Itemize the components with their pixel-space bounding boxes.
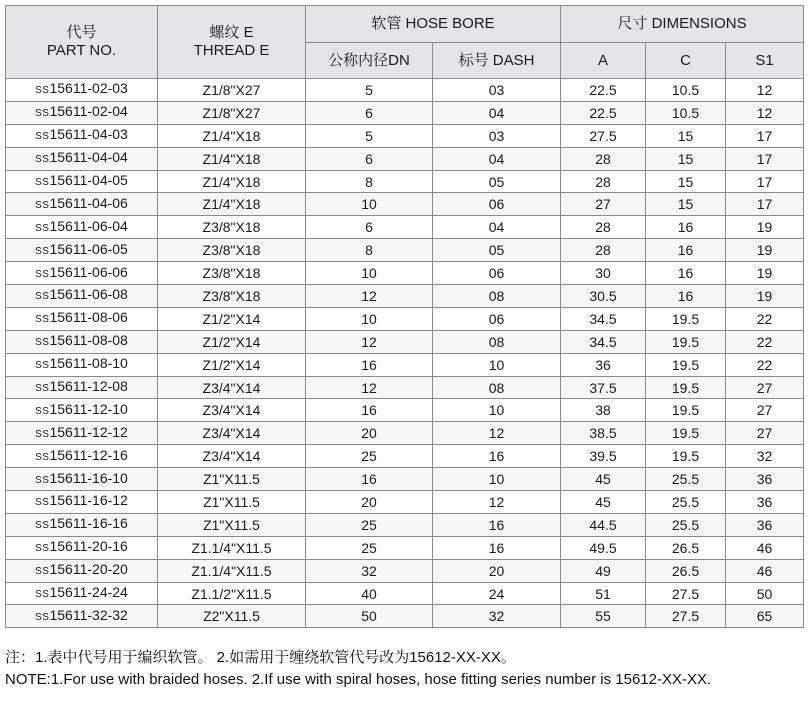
part-number: 15611-32-32 [49, 606, 128, 623]
cell-dn: 40 [306, 582, 433, 605]
cell-thread: Z1/4"X18 [158, 147, 306, 170]
cell-dash: 03 [433, 79, 561, 102]
part-prefix: SS [35, 199, 50, 211]
cell-part-no [6, 536, 158, 559]
cell-c: 19.5 [646, 307, 726, 330]
cell-a: 36 [561, 353, 646, 376]
cell-a: 37.5 [561, 376, 646, 399]
header-hose-bore: 软管 HOSE BORE [306, 6, 561, 43]
header-thread-en: THREAD E [193, 42, 270, 59]
cell-a: 34.5 [561, 307, 646, 330]
cell-dash: 10 [433, 353, 561, 376]
part-prefix: SS [35, 85, 50, 97]
part-prefix: SS [35, 108, 50, 120]
cell-thread: Z1/8"X27 [158, 79, 306, 102]
part-prefix: SS [35, 497, 50, 509]
cell-thread: Z1/2"X14 [158, 330, 306, 353]
table-row [6, 422, 804, 445]
cell-thread: Z3/4"X14 [158, 445, 306, 468]
cell-thread: Z3/8"X18 [158, 239, 306, 262]
cell-c: 26.5 [646, 536, 726, 559]
cell-c: 26.5 [646, 559, 726, 582]
header-part-no [6, 6, 158, 79]
cell-dash: 10 [433, 468, 561, 491]
cell-s1: 12 [726, 101, 804, 124]
cell-a: 44.5 [561, 513, 646, 536]
cell-part-no [6, 468, 158, 491]
cell-c: 25.5 [646, 491, 726, 514]
cell-part-no [6, 491, 158, 514]
cell-dash: 10 [433, 399, 561, 422]
part-prefix: SS [35, 360, 50, 372]
part-number: 15611-16-12 [49, 492, 128, 509]
header-dn: 公称内径DN [306, 43, 433, 79]
table-body [6, 79, 804, 628]
part-prefix: SS [35, 520, 50, 532]
table-row [6, 582, 804, 605]
table-row [6, 193, 804, 216]
cell-dash: 08 [433, 330, 561, 353]
part-number: 15611-16-16 [49, 515, 128, 532]
cell-part-no [6, 147, 158, 170]
cell-dash: 08 [433, 376, 561, 399]
cell-part-no [6, 124, 158, 147]
part-number: 15611-24-24 [49, 584, 128, 601]
cell-a: 30 [561, 262, 646, 285]
cell-thread: Z1.1/4"X11.5 [158, 559, 306, 582]
cell-dn: 6 [306, 147, 433, 170]
cell-dn: 50 [306, 605, 433, 628]
cell-part-no [6, 445, 158, 468]
cell-part-no [6, 422, 158, 445]
cell-part-no [6, 605, 158, 628]
table-row [6, 445, 804, 468]
part-prefix: SS [35, 474, 50, 486]
cell-c: 16 [646, 239, 726, 262]
cell-c: 16 [646, 285, 726, 308]
cell-dash: 16 [433, 513, 561, 536]
cell-a: 45 [561, 468, 646, 491]
cell-s1: 22 [726, 307, 804, 330]
part-number: 15611-02-03 [49, 80, 128, 97]
cell-part-no [6, 170, 158, 193]
part-number: 15611-06-04 [49, 217, 128, 234]
cell-c: 15 [646, 147, 726, 170]
header-dimensions: 尺寸 DIMENSIONS [561, 6, 804, 43]
cell-part-no [6, 330, 158, 353]
cell-c: 19.5 [646, 422, 726, 445]
cell-s1: 17 [726, 193, 804, 216]
cell-s1: 19 [726, 216, 804, 239]
cell-thread: Z1/8"X27 [158, 101, 306, 124]
table-row [6, 559, 804, 582]
header-part-en: PART NO. [46, 42, 117, 59]
part-number: 15611-06-08 [49, 286, 128, 303]
cell-s1: 50 [726, 582, 804, 605]
header-s1: S1 [726, 43, 804, 79]
part-prefix: SS [35, 451, 50, 463]
cell-a: 49.5 [561, 536, 646, 559]
part-number: 15611-12-16 [49, 446, 128, 463]
part-prefix: SS [35, 245, 50, 257]
cell-part-no [6, 79, 158, 102]
cell-thread: Z3/4"X14 [158, 399, 306, 422]
part-number: 15611-04-06 [49, 194, 128, 211]
cell-s1: 17 [726, 147, 804, 170]
cell-dash: 20 [433, 559, 561, 582]
cell-thread: Z1/4"X18 [158, 124, 306, 147]
cell-part-no [6, 513, 158, 536]
part-prefix: SS [35, 177, 50, 188]
cell-a: 38 [561, 399, 646, 422]
cell-part-no [6, 239, 158, 262]
cell-s1: 36 [726, 513, 804, 536]
cell-part-no [6, 582, 158, 605]
cell-c: 16 [646, 216, 726, 239]
table-row [6, 147, 804, 170]
cell-dn: 5 [306, 79, 433, 102]
cell-dn: 6 [306, 216, 433, 239]
table-row [6, 376, 804, 399]
cell-dash: 05 [433, 170, 561, 193]
cell-s1: 27 [726, 376, 804, 399]
header-thread [158, 6, 306, 79]
cell-dash: 16 [433, 536, 561, 559]
cell-thread: Z1/2"X14 [158, 353, 306, 376]
table-row [6, 605, 804, 628]
cell-s1: 27 [726, 399, 804, 422]
cell-a: 27 [561, 193, 646, 216]
cell-dash: 08 [433, 285, 561, 308]
cell-dash: 12 [433, 491, 561, 514]
cell-part-no [6, 285, 158, 308]
table-row [6, 399, 804, 422]
part-prefix: SS [35, 611, 50, 623]
cell-a: 45 [561, 491, 646, 514]
cell-dn: 10 [306, 193, 433, 216]
table-row [6, 262, 804, 285]
cell-part-no [6, 376, 158, 399]
table-header [6, 6, 804, 79]
cell-dn: 20 [306, 491, 433, 514]
part-prefix: SS [35, 383, 50, 395]
cell-c: 19.5 [646, 399, 726, 422]
hose-fitting-spec-table [5, 5, 804, 628]
cell-dash: 04 [433, 216, 561, 239]
cell-part-no [6, 101, 158, 124]
cell-thread: Z1.1/4"X11.5 [158, 536, 306, 559]
cell-c: 19.5 [646, 445, 726, 468]
table-row [6, 468, 804, 491]
cell-s1: 36 [726, 468, 804, 491]
cell-a: 28 [561, 239, 646, 262]
part-number: 15611-12-12 [49, 423, 128, 440]
part-number: 15611-08-06 [49, 309, 128, 326]
table-row [6, 170, 804, 193]
cell-a: 55 [561, 605, 646, 628]
cell-s1: 17 [726, 170, 804, 193]
part-prefix: SS [35, 268, 50, 280]
table-row [6, 491, 804, 514]
cell-c: 10.5 [646, 101, 726, 124]
cell-c: 19.5 [646, 376, 726, 399]
cell-a: 30.5 [561, 285, 646, 308]
cell-thread: Z1.1/2"X11.5 [158, 582, 306, 605]
part-number: 15611-04-05 [49, 172, 128, 188]
part-number: 15611-12-10 [49, 400, 128, 417]
part-prefix: SS [35, 314, 50, 326]
cell-thread: Z1/4"X18 [158, 170, 306, 193]
cell-dn: 25 [306, 513, 433, 536]
cell-s1: 27 [726, 422, 804, 445]
cell-s1: 46 [726, 559, 804, 582]
table-row [6, 353, 804, 376]
part-prefix: SS [35, 131, 50, 143]
cell-c: 25.5 [646, 513, 726, 536]
cell-dash: 06 [433, 193, 561, 216]
cell-dash: 04 [433, 147, 561, 170]
header-thread-cn: 螺纹 E [209, 24, 254, 41]
cell-c: 15 [646, 170, 726, 193]
table-row [6, 216, 804, 239]
cell-a: 39.5 [561, 445, 646, 468]
cell-dash: 06 [433, 307, 561, 330]
cell-part-no [6, 216, 158, 239]
cell-dash: 12 [433, 422, 561, 445]
cell-dash: 06 [433, 262, 561, 285]
cell-s1: 19 [726, 285, 804, 308]
cell-thread: Z3/4"X14 [158, 376, 306, 399]
cell-dn: 20 [306, 422, 433, 445]
cell-dn: 8 [306, 170, 433, 193]
part-number: 15611-12-08 [49, 378, 128, 395]
part-prefix: SS [35, 566, 50, 578]
part-prefix: SS [35, 405, 50, 417]
table-row [6, 307, 804, 330]
part-prefix: SS [35, 222, 50, 234]
cell-thread: Z1"X11.5 [158, 491, 306, 514]
header-part-cn: 代号 [66, 24, 97, 41]
part-number: 15611-08-08 [49, 332, 128, 349]
note-english: NOTE:1.For use with braided hoses. 2.If use with spiral hoses, hose fitting series number is 15612-XX-XX. [5, 671, 712, 688]
cell-c: 19.5 [646, 353, 726, 376]
part-number: 15611-06-06 [49, 263, 128, 280]
cell-a: 28 [561, 216, 646, 239]
table-row [6, 285, 804, 308]
cell-part-no [6, 353, 158, 376]
cell-c: 10.5 [646, 79, 726, 102]
cell-s1: 22 [726, 330, 804, 353]
cell-dn: 12 [306, 376, 433, 399]
cell-s1: 46 [726, 536, 804, 559]
table-row [6, 513, 804, 536]
cell-c: 15 [646, 193, 726, 216]
cell-part-no [6, 262, 158, 285]
cell-part-no [6, 193, 158, 216]
cell-dn: 10 [306, 307, 433, 330]
table-row [6, 101, 804, 124]
table-row [6, 79, 804, 102]
cell-dash: 24 [433, 582, 561, 605]
cell-a: 51 [561, 582, 646, 605]
cell-dash: 03 [433, 124, 561, 147]
cell-thread: Z3/4"X14 [158, 422, 306, 445]
cell-dash: 16 [433, 445, 561, 468]
part-prefix: SS [35, 291, 50, 303]
cell-thread: Z1"X11.5 [158, 513, 306, 536]
cell-a: 22.5 [561, 101, 646, 124]
cell-s1: 65 [726, 605, 804, 628]
part-number: 15611-20-16 [49, 538, 128, 555]
cell-thread: Z2"X11.5 [158, 605, 306, 628]
cell-a: 49 [561, 559, 646, 582]
cell-dn: 16 [306, 353, 433, 376]
cell-part-no [6, 559, 158, 582]
cell-s1: 32 [726, 445, 804, 468]
cell-dash: 32 [433, 605, 561, 628]
table-row [6, 536, 804, 559]
cell-dn: 12 [306, 330, 433, 353]
table-row [6, 239, 804, 262]
cell-a: 28 [561, 147, 646, 170]
part-number: 15611-04-03 [49, 126, 128, 143]
cell-thread: Z3/8"X18 [158, 262, 306, 285]
cell-a: 28 [561, 170, 646, 193]
cell-c: 27.5 [646, 605, 726, 628]
cell-dn: 5 [306, 124, 433, 147]
cell-dash: 04 [433, 101, 561, 124]
cell-a: 22.5 [561, 79, 646, 102]
part-prefix: SS [35, 589, 50, 601]
part-number: 15611-02-04 [49, 103, 128, 120]
cell-c: 16 [646, 262, 726, 285]
part-prefix: SS [35, 428, 50, 440]
part-number: 15611-20-20 [49, 561, 128, 578]
table-row [6, 124, 804, 147]
cell-thread: Z1"X11.5 [158, 468, 306, 491]
cell-thread: Z1/4"X18 [158, 193, 306, 216]
cell-s1: 22 [726, 353, 804, 376]
cell-dn: 6 [306, 101, 433, 124]
part-prefix: SS [35, 337, 50, 349]
cell-s1: 12 [726, 79, 804, 102]
cell-dn: 25 [306, 536, 433, 559]
cell-a: 34.5 [561, 330, 646, 353]
header-a: A [561, 43, 646, 79]
cell-dn: 25 [306, 445, 433, 468]
part-number: 15611-04-04 [49, 149, 128, 166]
cell-s1: 19 [726, 239, 804, 262]
cell-c: 27.5 [646, 582, 726, 605]
header-c: C [646, 43, 726, 79]
cell-part-no [6, 307, 158, 330]
cell-a: 38.5 [561, 422, 646, 445]
notes [5, 647, 711, 691]
cell-s1: 19 [726, 262, 804, 285]
cell-c: 25.5 [646, 468, 726, 491]
cell-part-no [6, 399, 158, 422]
cell-s1: 17 [726, 124, 804, 147]
cell-c: 15 [646, 124, 726, 147]
cell-dn: 10 [306, 262, 433, 285]
cell-s1: 36 [726, 491, 804, 514]
spec-table-container [5, 5, 803, 628]
cell-dn: 8 [306, 239, 433, 262]
note-chinese: 注：1.表中代号用于编织软管。 2.如需用于缠绕软管代号改为15612-XX-XX。 [5, 649, 516, 666]
cell-dash: 05 [433, 239, 561, 262]
cell-c: 19.5 [646, 330, 726, 353]
cell-a: 27.5 [561, 124, 646, 147]
cell-thread: Z3/8"X18 [158, 216, 306, 239]
cell-thread: Z1/2"X14 [158, 307, 306, 330]
table-row [6, 330, 804, 353]
cell-dn: 12 [306, 285, 433, 308]
part-number: 15611-08-10 [49, 355, 128, 372]
cell-dn: 16 [306, 468, 433, 491]
part-number: 15611-16-10 [49, 469, 128, 486]
cell-dn: 32 [306, 559, 433, 582]
header-dash: 标号 DASH [433, 43, 561, 79]
part-prefix: SS [35, 154, 50, 166]
cell-thread: Z3/8"X18 [158, 285, 306, 308]
part-prefix: SS [35, 543, 50, 555]
cell-dn: 16 [306, 399, 433, 422]
part-number: 15611-06-05 [49, 240, 128, 257]
